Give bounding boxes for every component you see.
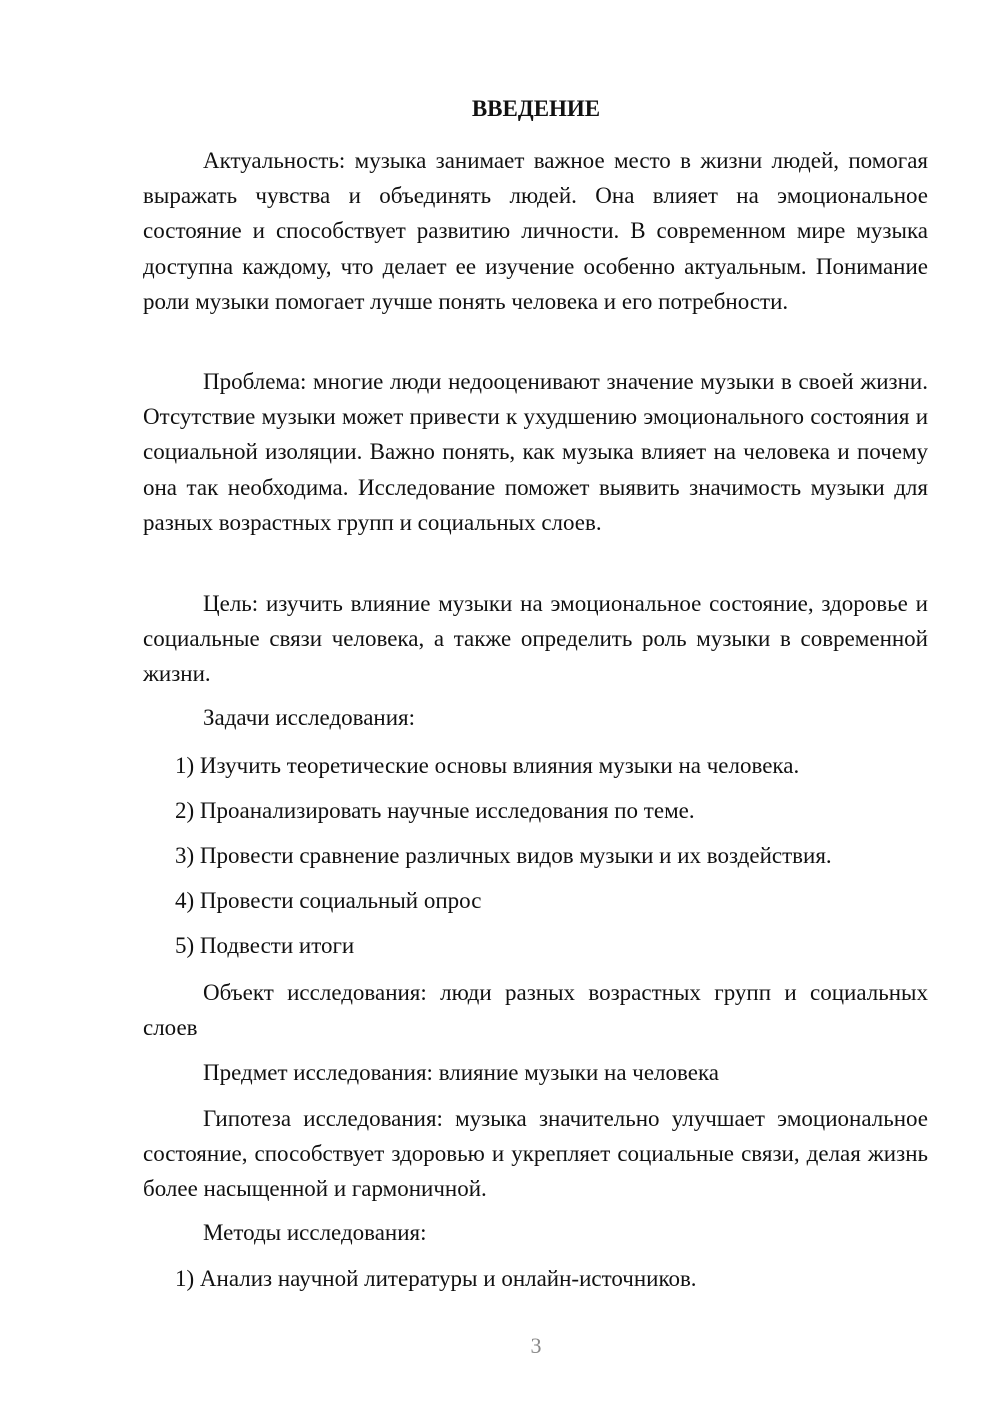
page-number: 3	[530, 1333, 542, 1358]
task-item: 1) Изучить теоретические основы влияния музыки на человека.	[175, 753, 800, 778]
method-item: 1) Анализ научной литературы и онлайн-источников.	[175, 1266, 697, 1291]
task-item: 2) Проанализировать научные исследования по теме.	[175, 798, 695, 823]
task-item: 5) Подвести итоги	[175, 933, 355, 958]
task-item: 4) Провести социальный опрос	[175, 888, 482, 913]
paragraph-object: Объект исследования: люди разных возрастных групп и социальных слоев	[143, 980, 928, 1041]
task-item: 3) Провести сравнение различных видов музыки и их воздействия.	[175, 843, 832, 868]
paragraph-goal: Цель: изучить влияние музыки на эмоциональное состояние, здоровье и социальные связи человека, а также определить роль музыки в современной жизни.	[143, 591, 928, 687]
paragraph-problem: Проблема: многие люди недооценивают значение музыки в своей жизни. Отсутствие музыки может привести к ухудшению эмоционального состояния и социальной изоляции. Важно понять, как музыка влияет на человека и почему она так необходима. Исследование поможет выявить значимость музыки для разных возрастных групп и социальных слоев.	[143, 369, 928, 535]
page-title: ВВЕДЕНИЕ	[471, 96, 601, 121]
paragraph-subject: Предмет исследования: влияние музыки на человека	[203, 1060, 720, 1085]
tasks-heading: Задачи исследования:	[203, 705, 416, 730]
paragraph-relevance: Актуальность: музыка занимает важное место в жизни людей, помогая выражать чувства и объединять людей. Она влияет на эмоциональное состояние и способствует развитию личности. В современном мире музыка доступна каждому, что делает ее изучение особенно актуальным. Понимание роли музыки помогает лучше понять человека и его потребности.	[143, 148, 928, 314]
methods-heading: Методы исследования:	[203, 1220, 427, 1245]
paragraph-hypothesis: Гипотеза исследования: музыка значительно улучшает эмоциональное состояние, способствует здоровью и укрепляет социальные связи, делая жизнь более насыщенной и гармоничной.	[143, 1106, 928, 1202]
